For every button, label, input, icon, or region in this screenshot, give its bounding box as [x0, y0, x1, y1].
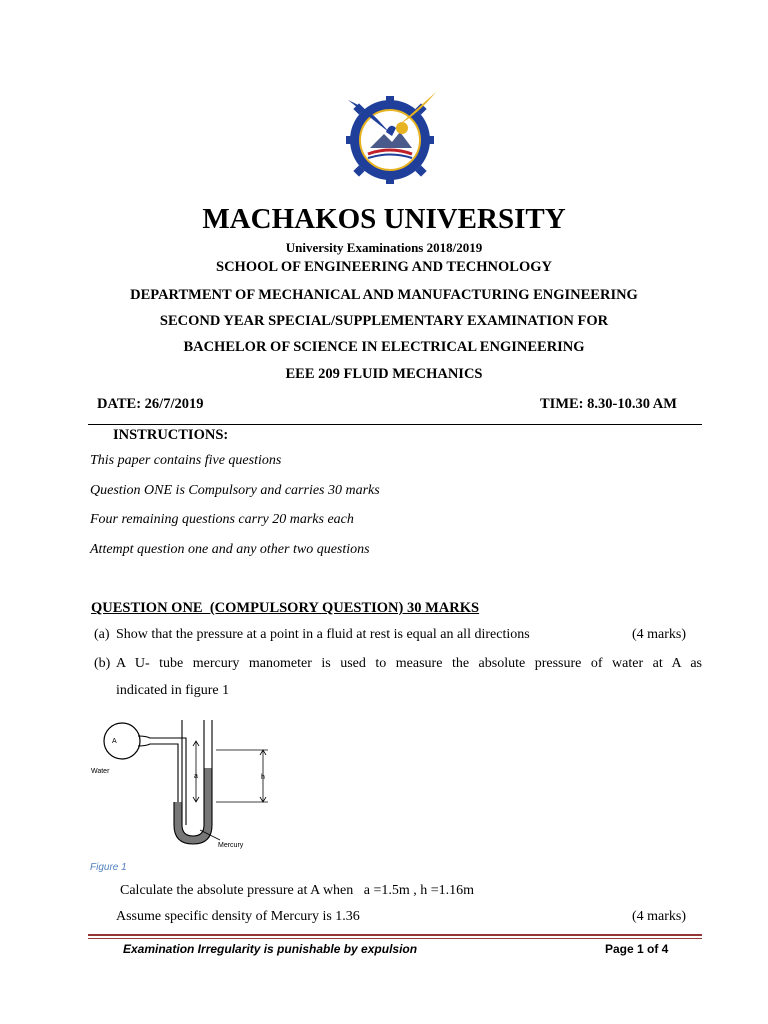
page-number: Page 1 of 4 [605, 942, 669, 956]
footer-notice: Examination Irregularity is punishable by expulsion [123, 942, 418, 956]
label-h: h [261, 774, 265, 781]
manometer-figure [88, 718, 268, 853]
part-b-assume: Assume specific density of Mercury is 1.36 [116, 909, 360, 924]
tube-inner-u [182, 720, 204, 836]
part-a-text: Show that the pressure at a point in a fluid at rest is equal an all directions [116, 627, 530, 642]
label-mercury: Mercury [218, 842, 244, 849]
course-title: EEE 209 FLUID MECHANICS [285, 366, 483, 382]
instruction-item: Four remaining questions carry 20 marks each [90, 512, 354, 527]
degree-name: BACHELOR OF SCIENCE IN ELECTRICAL ENGINEERING [183, 339, 585, 355]
university-name: MACHAKOS UNIVERSITY [202, 203, 566, 235]
tube-inner-left [138, 744, 178, 825]
instruction-item: This paper contains five questions [90, 453, 282, 468]
label-a: a [194, 773, 198, 780]
footer-rule [88, 934, 702, 936]
pipe-a-circle [104, 723, 140, 759]
part-b-text: A U- tube mercury manometer is used to measure the absolute pressure of water at A as [116, 656, 702, 671]
label-point-a: A [112, 738, 117, 745]
part-b-calculate: Calculate the absolute pressure at A when a =1.5m , h =1.16m [120, 883, 475, 898]
label-water: Water [91, 768, 110, 775]
part-a-label: (a) [94, 627, 110, 642]
part-b-marks: (4 marks) [632, 909, 687, 924]
department-name: DEPARTMENT OF MECHANICAL AND MANUFACTURING ENGINEERING [130, 287, 638, 303]
instructions-heading: INSTRUCTIONS: [113, 427, 229, 443]
instruction-item: Attempt question one and any other two questions [90, 542, 370, 557]
exam-date: DATE: 26/7/2019 [97, 396, 204, 412]
part-b-text-continued: indicated in figure 1 [116, 683, 230, 698]
exam-type: SECOND YEAR SPECIAL/SUPPLEMENTARY EXAMINATION FOR [159, 313, 609, 329]
figure-caption: Figure 1 [90, 862, 127, 873]
university-logo [340, 88, 440, 188]
part-b-label: (b) [94, 656, 111, 671]
footer-rule-thin [88, 938, 702, 939]
instruction-item: Question ONE is Compulsory and carries 30 marks [90, 483, 380, 498]
exam-time: TIME: 8.30-10.30 AM [540, 396, 677, 412]
part-a-marks: (4 marks) [632, 627, 687, 642]
question-one-heading: QUESTION ONE (COMPULSORY QUESTION) 30 MARKS [91, 600, 480, 616]
school-name: SCHOOL OF ENGINEERING AND TECHNOLOGY [216, 259, 552, 275]
exam-session: University Examinations 2018/2019 [285, 240, 483, 255]
header-divider [88, 424, 702, 425]
